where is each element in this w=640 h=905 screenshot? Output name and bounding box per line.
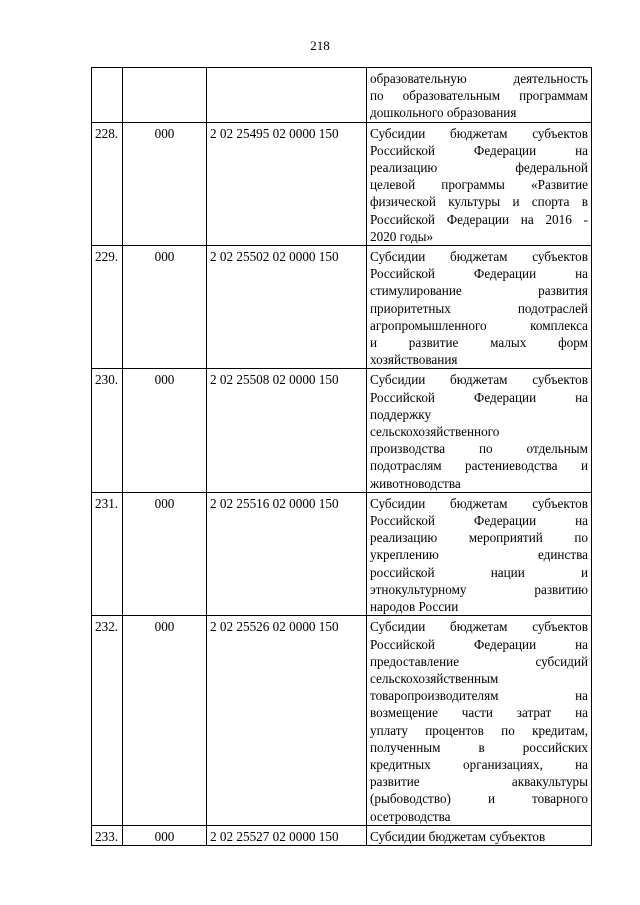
income-name-cell [367, 825, 592, 845]
income-name-cell [367, 68, 592, 123]
income-name-line: укреплению единства [370, 547, 588, 563]
income-name-line: агропромышленного комплекса [370, 317, 588, 333]
income-name-line: Российской Федерации на 2016 - [370, 211, 588, 227]
income-name-line: животноводства [370, 475, 461, 491]
row-number-cell [92, 68, 123, 123]
income-name-line: Субсидии бюджетам субъектов [370, 249, 588, 265]
income-name-line: Субсидии бюджетам субъектов [370, 619, 588, 635]
income-name-line: кредитных организациях, на [370, 756, 588, 772]
administrator-code-cell [123, 68, 207, 123]
page-number: 218 [310, 38, 330, 53]
row-number-cell: 229. [92, 246, 123, 369]
administrator-code-cell: 000 [123, 246, 207, 369]
income-name-line: народов России [370, 599, 459, 615]
budget-code-cell: 2 02 25527 02 0000 150 [207, 825, 367, 845]
budget-code-cell: 2 02 25495 02 0000 150 [207, 122, 367, 245]
administrator-code-cell: 000 [123, 616, 207, 825]
income-name-line: Субсидии бюджетам субъектов [370, 495, 588, 511]
income-name-line: возмещение части затрат на [370, 705, 588, 721]
income-name-cell [367, 246, 592, 369]
table-row [92, 68, 592, 123]
income-name-line: целевой программы «Развитие [370, 177, 588, 193]
budget-code-cell: 2 02 25508 02 0000 150 [207, 369, 367, 492]
income-name-line: образовательную деятельность [370, 71, 588, 86]
income-name-line: 2020 годы» [370, 228, 434, 244]
income-name-line: и развитие малых форм [370, 335, 588, 351]
income-name-cell [367, 369, 592, 492]
income-name-line: хозяйствования [370, 352, 458, 368]
income-name-line: уплату процентов по кредитам, [370, 722, 588, 738]
income-name-line: (рыбоводство) и товарного [370, 791, 588, 807]
table-row [92, 246, 592, 369]
income-name-line: полученным в российских [370, 739, 588, 755]
income-name-line: подотраслям растениеводства и [370, 458, 588, 474]
income-name-line: Российской Федерации на [370, 142, 588, 158]
budget-code-cell: 2 02 25526 02 0000 150 [207, 616, 367, 825]
row-number-cell: 228. [92, 122, 123, 245]
administrator-code-cell: 000 [123, 825, 207, 845]
income-name-line: стимулирование развития [370, 283, 588, 299]
income-name-line: Российской Федерации на [370, 513, 588, 529]
income-name-line: предоставление субсидий [370, 653, 588, 669]
income-name-line: поддержку [370, 406, 432, 422]
income-name-line: дошкольного образования [370, 105, 517, 121]
income-name-line: Российской Федерации на [370, 636, 588, 652]
row-number-cell: 231. [92, 492, 123, 615]
income-name-line: по образовательным программам [370, 88, 588, 104]
income-name-line: производства по отдельным [370, 441, 588, 457]
income-name-line: физической культуры и спорта в [370, 194, 588, 210]
income-name-cell [367, 122, 592, 245]
budget-code-cell: 2 02 25502 02 0000 150 [207, 246, 367, 369]
income-name-cell [367, 616, 592, 825]
income-name-line: этнокультурному развитию [370, 581, 588, 597]
income-name-line: Российской Федерации на [370, 266, 588, 282]
table-body [92, 68, 592, 846]
budget-code-cell: 2 02 25516 02 0000 150 [207, 492, 367, 615]
income-name-line: товаропроизводителям на [370, 688, 588, 704]
budget-code-cell [207, 68, 367, 123]
income-name-line: реализацию мероприятий по [370, 530, 588, 546]
income-name-line: осетроводства [370, 808, 451, 824]
administrator-code-cell: 000 [123, 369, 207, 492]
income-name-line: российской нации и [370, 564, 588, 580]
income-name-line: развитие аквакультуры [370, 774, 588, 790]
table-row [92, 825, 592, 845]
table-row [92, 122, 592, 245]
income-name-cell [367, 492, 592, 615]
row-number-cell: 230. [92, 369, 123, 492]
table-row [92, 492, 592, 615]
income-name-line: Субсидии бюджетам субъектов [370, 125, 588, 141]
income-name-line: реализацию федеральной [370, 160, 588, 176]
table-row [92, 369, 592, 492]
budget-income-table [91, 67, 592, 846]
row-number-cell: 233. [92, 825, 123, 845]
row-number-cell: 232. [92, 616, 123, 825]
administrator-code-cell: 000 [123, 122, 207, 245]
income-name-line: Субсидии бюджетам субъектов [370, 828, 546, 844]
income-name-line: Субсидии бюджетам субъектов [370, 372, 588, 388]
income-name-line: сельскохозяйственным [370, 670, 499, 686]
income-name-line: сельскохозяйственного [370, 424, 500, 440]
income-name-line: приоритетных подотраслей [370, 300, 588, 316]
income-name-line: Российской Федерации на [370, 389, 588, 405]
administrator-code-cell: 000 [123, 492, 207, 615]
table-row [92, 616, 592, 825]
